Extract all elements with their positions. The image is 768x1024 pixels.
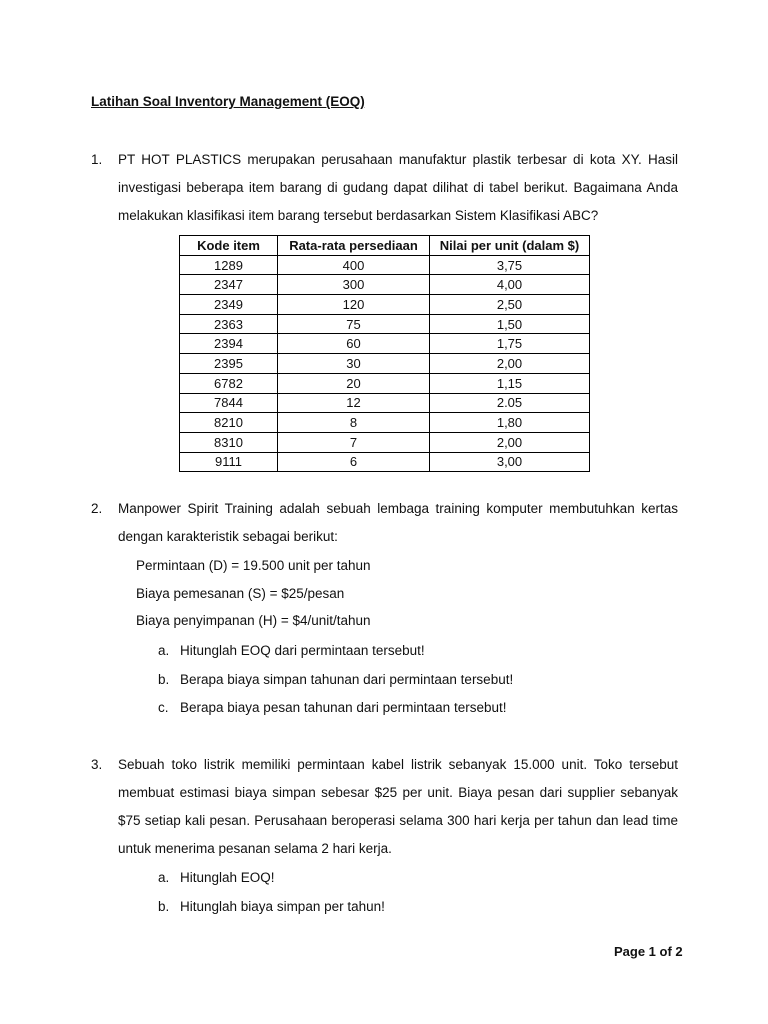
cell-persediaan: 60 [278, 334, 430, 354]
table-row [180, 432, 590, 452]
cell-persediaan: 12 [278, 393, 430, 413]
question-3-line: $75 setiap kali pesan. Perusahaan beroperasi selama 300 hari kerja per tahun dan lead time [118, 813, 678, 828]
cell-persediaan: 400 [278, 255, 430, 275]
cell-kode: 8210 [180, 413, 278, 433]
cell-nilai: 2,00 [430, 432, 590, 452]
given-holding-cost: Biaya penyimpanan (H) = $4/unit/tahun [136, 613, 371, 628]
list-item: c. Berapa biaya pesan tahunan dari permintaan tersebut! [158, 700, 507, 715]
table-row [180, 413, 590, 433]
cell-persediaan: 7 [278, 432, 430, 452]
cell-persediaan: 120 [278, 295, 430, 315]
cell-persediaan: 20 [278, 373, 430, 393]
question-3-number: 3. [91, 757, 103, 772]
question-3-line: Sebuah toko listrik memiliki permintaan kabel listrik sebanyak 15.000 unit. Toko tersebut [118, 757, 678, 772]
list-item: a. Hitunglah EOQ! [158, 870, 275, 885]
table-row [180, 452, 590, 472]
table-row [180, 275, 590, 295]
cell-nilai: 2,50 [430, 295, 590, 315]
cell-kode: 2395 [180, 354, 278, 374]
cell-nilai: 2,00 [430, 354, 590, 374]
document-title: Latihan Soal Inventory Management (EOQ) [91, 94, 365, 109]
table-row [180, 295, 590, 315]
question-1-line: PT HOT PLASTICS merupakan perusahaan manufaktur plastik terbesar di kota XY. Hasil [118, 152, 678, 167]
question-1-number: 1. [91, 152, 103, 167]
question-2-line: dengan karakteristik sebagai berikut: [118, 529, 338, 544]
cell-nilai: 3,75 [430, 255, 590, 275]
cell-persediaan: 6 [278, 452, 430, 472]
cell-kode: 2363 [180, 314, 278, 334]
table-row [180, 393, 590, 413]
question-2-line: Manpower Spirit Training adalah sebuah lembaga training komputer membutuhkan kertas [118, 501, 678, 516]
question-2-given [136, 552, 371, 635]
cell-nilai: 4,00 [430, 275, 590, 295]
cell-kode: 6782 [180, 373, 278, 393]
question-3-line: untuk menerima pesanan selama 2 hari kerja. [118, 841, 392, 856]
list-item: b. Hitunglah biaya simpan per tahun! [158, 898, 385, 914]
column-header-kode-item: Kode item [180, 236, 278, 256]
question-3-line: membuat estimasi biaya simpan sebesar $25 per unit. Biaya pesan dari supplier sebanyak [118, 785, 678, 800]
cell-kode: 7844 [180, 393, 278, 413]
question-1-line: investigasi beberapa item barang di gudang dapat dilihat di tabel berikut. Bagaimana Anda [118, 180, 678, 195]
given-demand: Permintaan (D) = 19.500 unit per tahun [136, 558, 371, 573]
cell-kode: 2349 [180, 295, 278, 315]
cell-nilai: 3,00 [430, 452, 590, 472]
cell-persediaan: 30 [278, 354, 430, 374]
list-item: a. Hitunglah EOQ dari permintaan tersebut! [158, 643, 425, 658]
cell-kode: 9111 [180, 452, 278, 472]
table-row [180, 314, 590, 334]
question-1-line: melakukan klasifikasi item barang tersebut berdasarkan Sistem Klasifikasi ABC? [118, 208, 599, 223]
cell-nilai: 2.05 [430, 393, 590, 413]
cell-persediaan: 75 [278, 314, 430, 334]
question-3-text [118, 751, 678, 863]
list-item: b. Berapa biaya simpan tahunan dari permintaan tersebut! [158, 671, 514, 687]
column-header-rata-rata-persediaan: Rata-rata persediaan [278, 236, 430, 256]
question-2-number: 2. [91, 501, 103, 516]
cell-persediaan: 300 [278, 275, 430, 295]
question-2-subquestions [158, 643, 513, 729]
question-1-text [118, 146, 678, 230]
cell-kode: 8310 [180, 432, 278, 452]
question-3-subquestions [158, 870, 385, 927]
table-row [180, 255, 590, 275]
page-number: Page 1 of 2 [614, 944, 683, 959]
given-ordering-cost: Biaya pemesanan (S) = $25/pesan [136, 585, 345, 601]
table-row [180, 354, 590, 374]
cell-nilai: 1,50 [430, 314, 590, 334]
table-header-row [180, 236, 590, 256]
column-header-nilai-per-unit: Nilai per unit (dalam $) [430, 236, 590, 256]
cell-nilai: 1,15 [430, 373, 590, 393]
cell-kode: 2394 [180, 334, 278, 354]
cell-nilai: 1,80 [430, 413, 590, 433]
question-2-text [118, 495, 678, 551]
table-row [180, 334, 590, 354]
inventory-table [179, 235, 590, 472]
cell-kode: 1289 [180, 255, 278, 275]
table-row [180, 373, 590, 393]
cell-persediaan: 8 [278, 413, 430, 433]
cell-nilai: 1,75 [430, 334, 590, 354]
cell-kode: 2347 [180, 275, 278, 295]
